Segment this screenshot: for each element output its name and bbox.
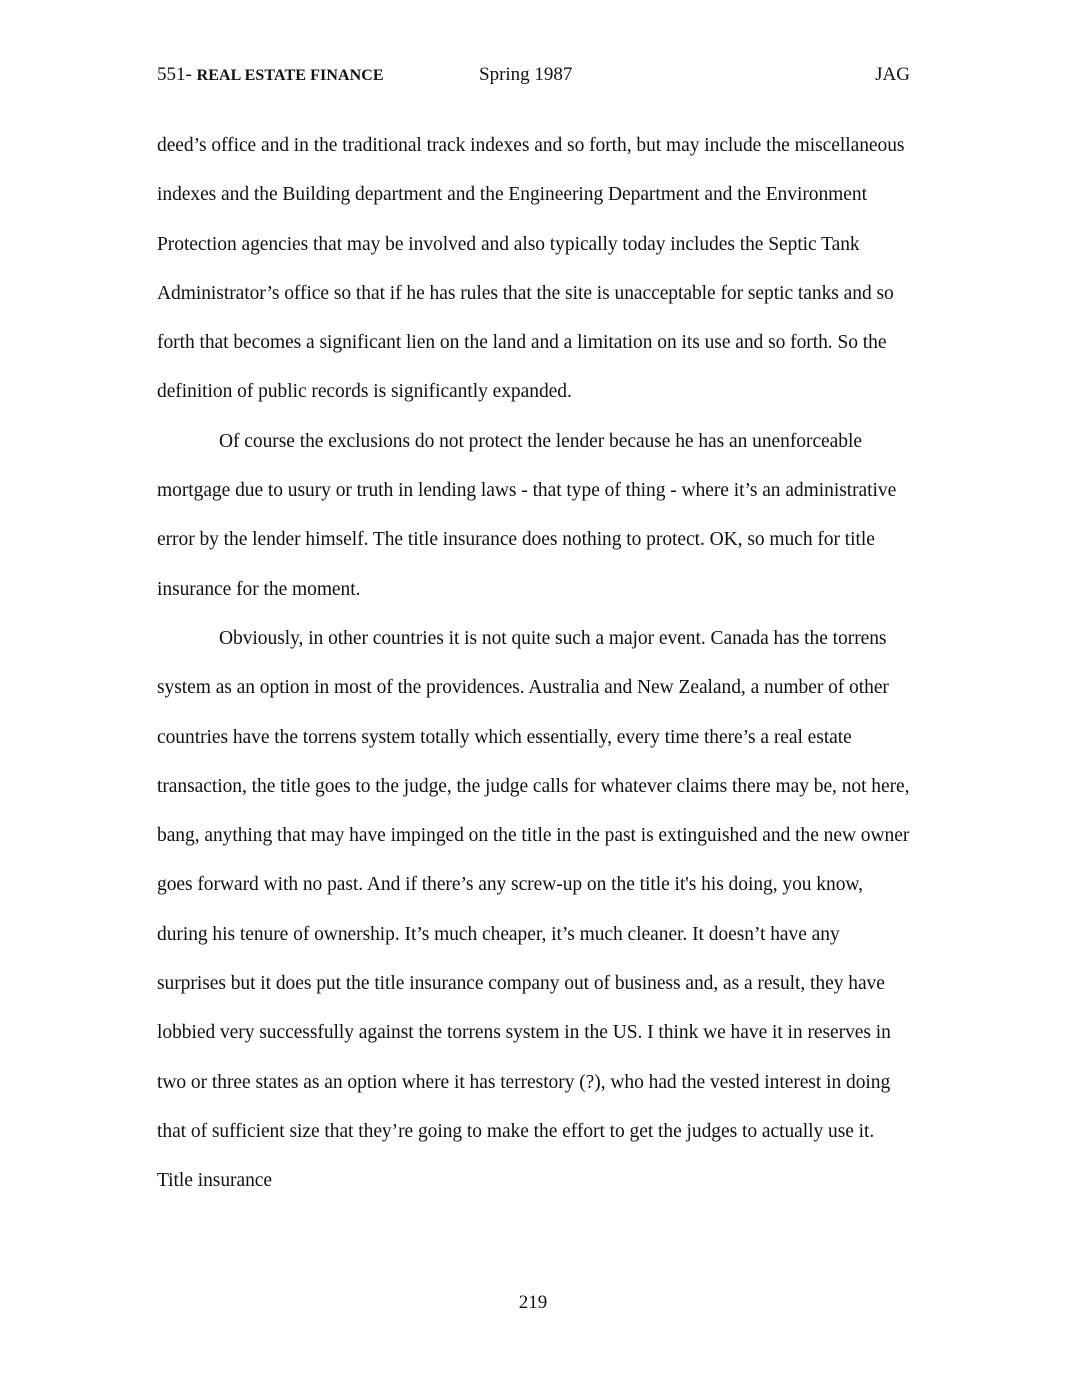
transcript-body bbox=[157, 121, 912, 1206]
paragraph: Of course the exclusions do not protect the lender because he has an unenforceable mortgage due to usury or truth in lending laws - that type of thing - where it’s an administrative error by the lender himself. The title insurance does nothing to protect. OK, so much for title insurance for the moment. bbox=[157, 430, 897, 600]
paragraph: Obviously, in other countries it is not quite such a major event. Canada has the torrens system as an option in most of the providences. Australia and New Zealand, a number of other countries have the torrens system totally which essentially, every time there’s a real estate transaction, the title goes to the judge, the judge calls for whatever claims there may be, not here, bang, anything that may have impinged on the title in the past is extinguished and the new owner goes forward with no past. And if there’s any screw-up on the title it's his doing, you know, during his tenure of ownership. It’s much cheaper, it’s much cleaner. It doesn’t have any surprises but it does put the title insurance company out of business and, as a result, they have lobbied very successfully against the torrens system in the US. I think we have it in reserves in two or three states as an option where it has terrestory (?), who had the vested interest in doing that of sufficient size that they’re going to make the effort to get the judges to actually use it. Title insurance bbox=[157, 627, 910, 1192]
paragraph-continued: deed’s office and in the traditional track indexes and so forth, but may include the miscellaneous indexes and the Building department and the Engineering Department and the Environment Protection agencies that may be involved and also typically today includes the Septic Tank Administrator’s office so that if he has rules that the site is unacceptable for septic tanks and so forth that becomes a significant lien on the land and a limitation on its use and so forth. So the definition of public records is significantly expanded. bbox=[157, 135, 905, 403]
term-label: Spring 1987 bbox=[479, 64, 573, 85]
course-title bbox=[157, 64, 384, 86]
course-name: REAL ESTATE FINANCE bbox=[196, 67, 384, 84]
author-initials: JAG bbox=[875, 64, 910, 85]
page-number: 219 bbox=[518, 1292, 548, 1313]
page-header bbox=[157, 64, 910, 90]
course-number: 551- bbox=[157, 64, 192, 85]
